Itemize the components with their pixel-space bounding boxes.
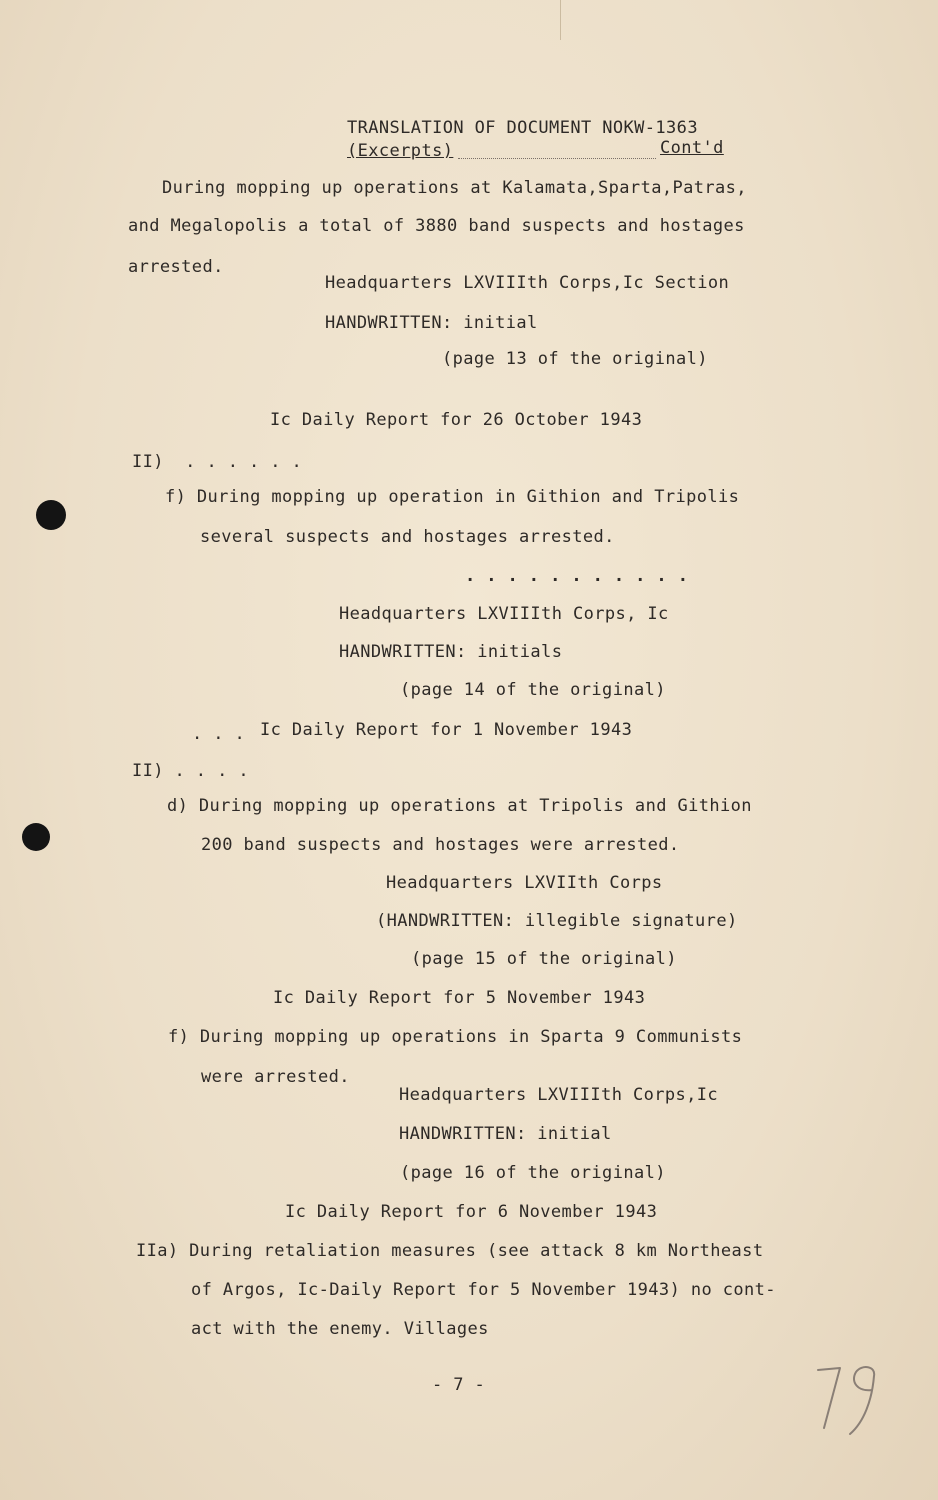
intro-line-1: During mopping up operations at Kalamata,Sparta,Patras,	[162, 178, 747, 198]
section-ii-b: II) . . . .	[132, 761, 249, 781]
report-heading-nov1: Ic Daily Report for 1 November 1943	[260, 720, 633, 740]
item-f2-line-2: were arrested.	[201, 1067, 350, 1087]
signature-block-1-page: (page 13 of the original)	[442, 349, 708, 369]
signature-block-2-hq: Headquarters LXVIIIth Corps, Ic	[339, 604, 669, 624]
document-title: TRANSLATION OF DOCUMENT NOKW-1363	[347, 118, 698, 138]
report-heading-nov5: Ic Daily Report for 5 November 1943	[273, 988, 646, 1008]
intro-line-3: arrested.	[128, 257, 224, 277]
item-iia-line-3: act with the enemy. Villages	[191, 1319, 489, 1339]
signature-block-4-handwritten: HANDWRITTEN: initial	[399, 1124, 612, 1144]
fold-crease	[560, 0, 561, 40]
page-number: - 7 -	[432, 1375, 486, 1395]
signature-block-3-hq: Headquarters LXVIIth Corps	[386, 873, 663, 893]
signature-block-2-page: (page 14 of the original)	[400, 680, 666, 700]
intro-line-2: and Megalopolis a total of 3880 band suspects and hostages	[128, 216, 745, 236]
handwritten-folio-number	[812, 1360, 892, 1440]
item-d-line-1: d) During mopping up operations at Tripolis and Githion	[167, 796, 752, 816]
report-heading-nov6: Ic Daily Report for 6 November 1943	[285, 1202, 658, 1222]
signature-block-4-page: (page 16 of the original)	[400, 1163, 666, 1183]
item-iia-line-1: IIa) During retaliation measures (see attack 8 km Northeast	[136, 1241, 764, 1261]
punch-hole-lower	[22, 823, 50, 851]
section-ii-a: II) . . . . . .	[132, 452, 303, 472]
item-d-line-2: 200 band suspects and hostages were arrested.	[201, 835, 680, 855]
item-f2-line-1: f) During mopping up operations in Sparta 9 Communists	[168, 1027, 743, 1047]
item-f1-line-2: several suspects and hostages arrested.	[200, 527, 615, 547]
subtitle-underline	[458, 157, 656, 159]
signature-block-4-hq: Headquarters LXVIIIth Corps,Ic	[399, 1085, 719, 1105]
separator-dots: . . . . . . . . . . .	[465, 566, 689, 586]
item-f1-line-1: f) During mopping up operation in Githion and Tripolis	[165, 487, 740, 507]
signature-block-1-handwritten: HANDWRITTEN: initial	[325, 313, 538, 333]
punch-hole-upper	[36, 500, 66, 530]
report-heading-oct26: Ic Daily Report for 26 October 1943	[270, 410, 643, 430]
item-iia-line-2: of Argos, Ic-Daily Report for 5 November 1943) no cont-	[191, 1280, 776, 1300]
signature-block-3-page: (page 15 of the original)	[411, 949, 677, 969]
signature-block-2-handwritten: HANDWRITTEN: initials	[339, 642, 563, 662]
document-subtitle-contd: Cont'd	[660, 138, 724, 158]
signature-block-1-hq: Headquarters LXVIIIth Corps,Ic Section	[325, 273, 730, 293]
report-lead-dots: . . .	[192, 724, 246, 744]
signature-block-3-handwritten: (HANDWRITTEN: illegible signature)	[376, 911, 738, 931]
document-subtitle-excerpts: (Excerpts)	[347, 141, 454, 161]
